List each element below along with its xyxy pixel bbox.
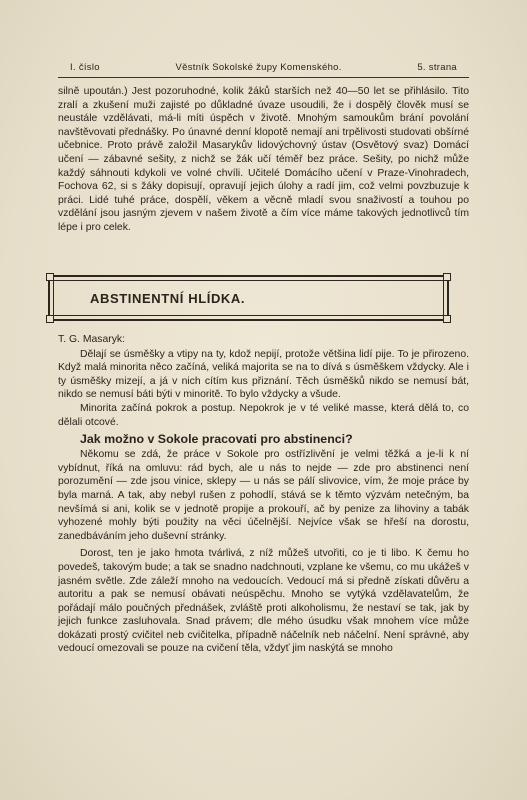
paragraph-text: silně upoután.) Jest pozoruhodné, kolik žáků starších než 40—50 let se přihlásilo. Tito zralí a zkušení muži zajisté po důkladné úvaze usoudili, že i dospělý člověk musí se neustále vzdělávati, má-li míti úspěch v životě. Mnohým samoukům brání povolání navštěvovati přednášky. Po únavné denní klopotě nemají ani trpělivosti studovati obšírné učebnice. Proto právě založil Masarykův lidovýchovný ústav (Osvětový svaz) Domácí učení — zábavné sešity, z nichž se žák učí téměř bez práce. Sešity, po nichž může každý sáhnouti kdykoli ve volné chvíli. Učitelé Domácího učení v Praze-Vinohradech, Fochova 62, si s žáky dopisují, opravují jejich úlohy a radí jim, což velmi povzbuzuje k práci. Lidé tuhé práce, dospělí, věkem a věcně mladí svou snaživostí a touhou po vzdělání jsou jasným zjevem v našem životě a čím více máme takových jednotlivců tím lépe i pro celek. [58,86,469,233]
issue-number: I. číslo [70,62,100,73]
section-title: ABSTINENTNÍ HLÍDKA. [90,290,246,306]
continued-paragraph [58,85,469,235]
section-body [58,333,469,656]
article-heading: Jak možno v Sokole pracovati pro abstinenci? [80,432,353,447]
section-banner [48,275,449,321]
quote-paragraph: Dělají se úsměšky a vtipy na ty, kdož nepijí, protože většina lidí pije. To je přirozeno. Když malá minorita něco začíná, veliká majorita se na to dívá s úsměškem vždycky. Ale i ty úsměšky mizejí, a já v nich cítím kus přiznání. Těch úsměšků nikdo se nemusí bát, nikdo se nemusí báti býti v minoritě. To bylo vždycky a všude. [58,348,469,401]
banner-frame [53,280,444,316]
banner-corner-ornament [443,315,451,323]
article-paragraph: Někomu se zdá, že práce v Sokole pro ostřízlivění je velmi těžká a je-li k ní vybídnut, říká na omluvu: rád bych, ale u nás to nejde — zde pro abstinenci není porozumění — zde jsou vinice, sklepy — u nás se pálí slivovice, vím, že moje práce by byla marná. A tak, aby nebyl rušen z pohodlí, stává se k těmto výzvám netečným, ba nevšímá si ani, kolik se v jednotě propije a prokouří, ač by penize za lihoviny a tabák vyhozené mohly býti použity na věci účelnější. Nejvíce však se hřeší na dorostu, zanedbáváním jeho duševní stránky. [58,449,469,542]
quote-paragraph: Minorita začíná pokrok a postup. Nepokrok je v té veliké masse, která dělá to, co dělali otcové. [58,402,469,428]
article-paragraph: Dorost, ten je jako hmota tvárlivá, z níž můžeš utvořiti, co je ti libo. K čemu ho povedeš, takovým bude; a tak se snadno nadchnouti, vzplane ke všemu, co mu ukážeš v jasném světle. Zde záleží mnoho na vedoucích. Vedoucí má si předně získati důvěru a autoritu a pak se nemusí obávati neúspěchu. Mnoho se vytýká vzdělavatelům, že pořádají málo poučných přednášek, zvláště proti alkoholismu, že nestaví se tak, jak by jejich funkce zasluhovala. Snad právem; dle mého úsudku však mnohem více může dokázati prostý cvičitel neb cvičitelka, případně náčelník neb náčelní. Není správné, aby vedoucí omezovali se pouze na cvičení těla, vždyť jim naskýtá se mnoho [58,548,469,655]
running-header [70,62,457,73]
quote-author: T. G. Masaryk: [58,334,125,345]
journal-title: Věstník Sokolské župy Komenského. [175,62,342,73]
banner-corner-ornament [46,315,54,323]
page-number: 5. strana [417,62,457,73]
banner-corner-ornament [443,273,451,281]
banner-corner-ornament [46,273,54,281]
header-rule [58,77,469,78]
